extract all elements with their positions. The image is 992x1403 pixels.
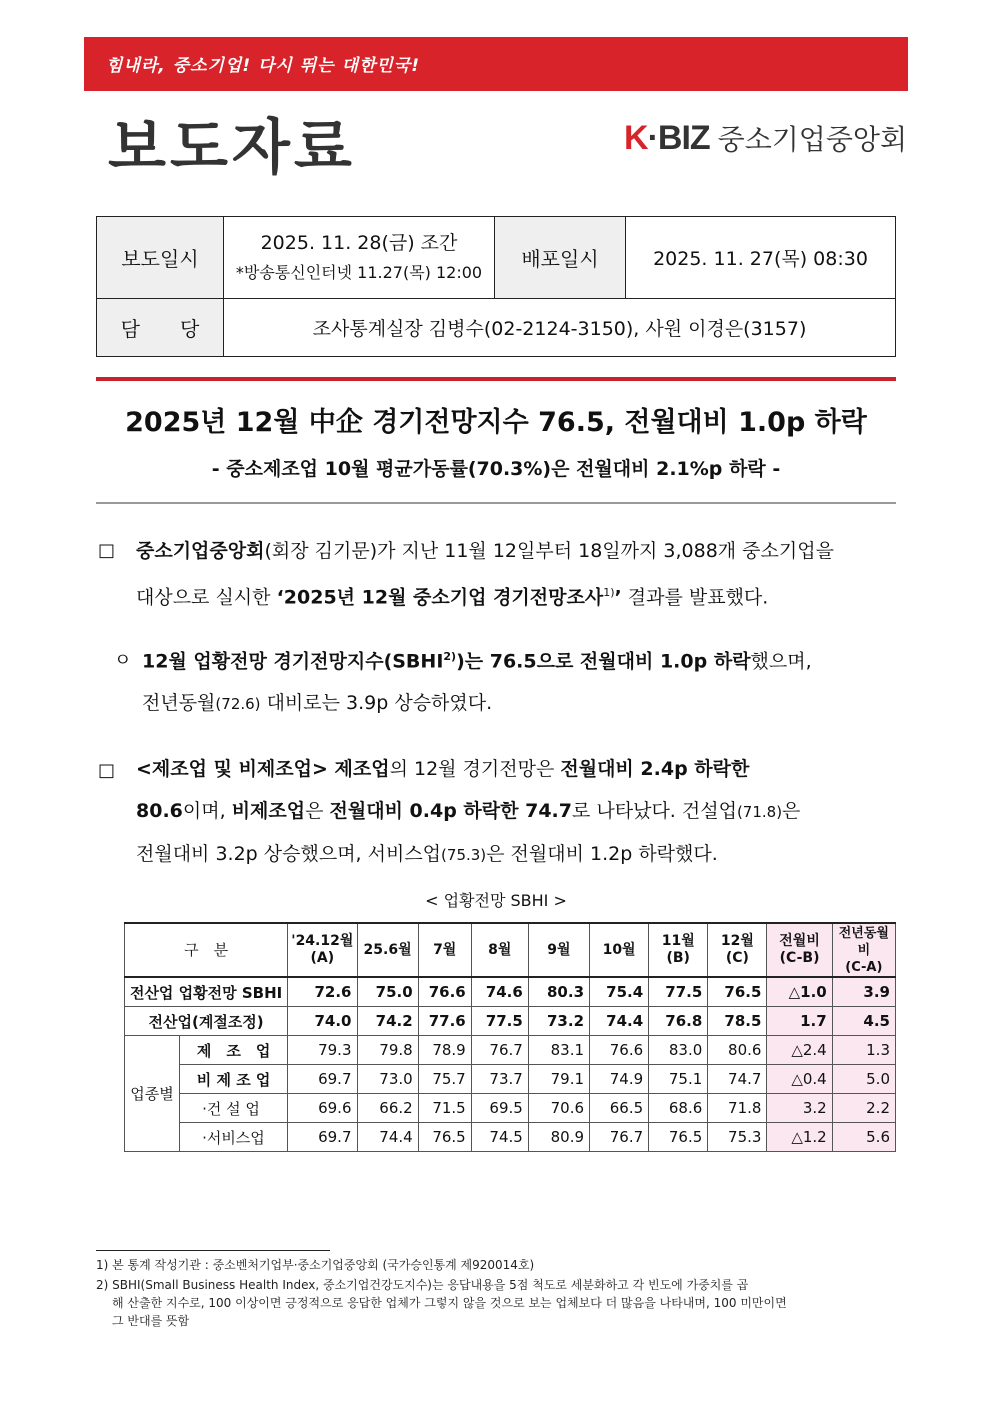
header-col-6: 11월 (B) [649, 923, 708, 977]
table-row [125, 1036, 896, 1065]
table-cell: 71.8 [708, 1094, 767, 1123]
table-cell: △1.2 [767, 1123, 832, 1152]
table-cell: 73.0 [357, 1065, 418, 1094]
table-cell: 69.7 [288, 1123, 357, 1152]
table-row [125, 1065, 896, 1094]
table-cell: 80.9 [528, 1123, 589, 1152]
header-col-7: 12월 (C) [708, 923, 767, 977]
table-cell: 77.5 [471, 1007, 528, 1036]
table-cell: 83.1 [528, 1036, 589, 1065]
contact-value: 조사통계실장 김병수(02-2124-3150), 사원 이경은(3157) [224, 299, 896, 357]
headline: 2025년 12월 中企 경기전망지수 76.5, 전월대비 1.0p 하락 [125, 407, 867, 438]
table-cell: 75.7 [418, 1065, 471, 1094]
footnote-divider [96, 1250, 330, 1251]
table-cell: 79.3 [288, 1036, 357, 1065]
table-cell: 74.4 [590, 1007, 649, 1036]
table-cell: 79.1 [528, 1065, 589, 1094]
table-cell: 68.6 [649, 1094, 708, 1123]
row-label: ·서비스업 [180, 1123, 288, 1152]
row-label: 비 제 조 업 [180, 1065, 288, 1094]
table-cell: 75.1 [649, 1065, 708, 1094]
banner-slogan: 힘내라, 중소기업! 다시 뛰는 대한민국! [106, 56, 420, 76]
table-cell: 70.6 [528, 1094, 589, 1123]
table-cell: 1.7 [767, 1007, 832, 1036]
circle-bullet-icon: ㅇ [114, 650, 132, 671]
table-cell: 75.4 [590, 977, 649, 1007]
square-bullet-icon-2: □ [98, 760, 116, 781]
logo-org-name: 중소기업중앙회 [717, 123, 907, 156]
document-title: 보도자료 [108, 113, 356, 183]
table-cell: 74.2 [357, 1007, 418, 1036]
release-date-label: 보도일시 [97, 217, 224, 299]
table-row [125, 1123, 896, 1152]
table-cell: 75.3 [708, 1123, 767, 1152]
paragraph-2: 12월 업황전망 경기전망지수(SBHI$^{2)}$)는 76.5으로 전월대비 1.0p 하락했으며, 전년동월(72.6) 대비로는 3.9p 상승하였다. [142, 650, 812, 715]
table-caption: < 업황전망 SBHI > [425, 891, 567, 910]
paragraph-3: <제조업 및 비제조업> 제조업의 12월 경기전망은 전월대비 2.4p 하락한 80.6이며, 비제조업은 전월대비 0.4p 하락한 74.7로 나타났다. 건설업(71.8)은 전월대비 3.2p 상승했으며, 서비스업(75.3)은 전월대비 1.2p 하락했다. [136, 758, 801, 865]
table-cell: 74.9 [590, 1065, 649, 1094]
table-cell: 69.5 [471, 1094, 528, 1123]
distribution-date-value: 2025. 11. 27(목) 08:30 [626, 217, 896, 299]
table-cell: 74.5 [471, 1123, 528, 1152]
table-cell: 74.6 [471, 977, 528, 1007]
table-cell: 80.6 [708, 1036, 767, 1065]
header-col-0: '24.12월 (A) [288, 923, 357, 977]
table-cell: 77.5 [649, 977, 708, 1007]
subheadline: - 중소제조업 10월 평균가동률(70.3%)은 전월대비 2.1%p 하락 - [211, 458, 781, 480]
table-cell: 5.0 [832, 1065, 895, 1094]
group-label: 업종별 [125, 1036, 180, 1152]
table-cell: 76.5 [708, 977, 767, 1007]
table-row [125, 977, 896, 1007]
table-cell: 66.2 [357, 1094, 418, 1123]
table-cell: 2.2 [832, 1094, 895, 1123]
header-col-3: 8월 [471, 923, 528, 977]
table-cell: 74.0 [288, 1007, 357, 1036]
table-cell: 3.2 [767, 1094, 832, 1123]
divider-gray [96, 502, 896, 504]
table-cell: 80.3 [528, 977, 589, 1007]
header-category: 구 분 [125, 923, 288, 977]
table-cell: △2.4 [767, 1036, 832, 1065]
table-cell: 76.5 [649, 1123, 708, 1152]
table-cell: 74.7 [708, 1065, 767, 1094]
table-cell: 78.5 [708, 1007, 767, 1036]
footnote-1: 1) 본 통계 작성기관 : 중소벤처기업부·중소기업중앙회 (국가승인통계 제920014호) [96, 1258, 535, 1272]
header-col-4: 9월 [528, 923, 589, 977]
kbiz-logo [624, 118, 907, 158]
paragraph-1: 중소기업중앙회(회장 김기문)가 지난 11월 12일부터 18일까지 3,088개 중소기업을 대상으로 실시한 ‘2025년 12월 중소기업 경기전망조사$^{1)}$’ 결과를 발표했다. [136, 540, 834, 609]
row-label: 제 조 업 [180, 1036, 288, 1065]
footnote-2: 2) SBHI(Small Business Health Index, 중소기업건강도지수)는 응답내용을 5점 척도로 세분화하고 각 빈도에 가중치를 곱 해 산출한 지수로, 100 이상이면 긍정적으로 응답한 업체가 그렇지 않을 것으로 보는 업체보다 더 많음을 나타내며, 100 미만이면 그 반대를 뜻함 [96, 1278, 787, 1328]
table-cell: 76.8 [649, 1007, 708, 1036]
table-cell: 71.5 [418, 1094, 471, 1123]
release-info-table [96, 216, 896, 357]
table-cell: 78.9 [418, 1036, 471, 1065]
header-col-2: 7월 [418, 923, 471, 977]
square-bullet-icon: □ [98, 540, 116, 561]
release-date-value: 2025. 11. 28(금) 조간 *방송통신인터넷 11.27(목) 12:00 [224, 217, 495, 299]
table-cell: 76.5 [418, 1123, 471, 1152]
table-cell: 1.3 [832, 1036, 895, 1065]
top-banner [84, 37, 908, 91]
sbhi-table [124, 922, 896, 1152]
header-col-1: 25.6월 [357, 923, 418, 977]
table-cell: 3.9 [832, 977, 895, 1007]
divider-red [96, 377, 896, 381]
table-cell: 72.6 [288, 977, 357, 1007]
table-cell: 83.0 [649, 1036, 708, 1065]
table-row [125, 1007, 896, 1036]
table-row [125, 1094, 896, 1123]
logo-kbiz-mark: K·BIZ [624, 118, 710, 157]
table-cell: 73.2 [528, 1007, 589, 1036]
header-col-9: 전년동월비 (C-A) [832, 923, 895, 977]
table-cell: 4.5 [832, 1007, 895, 1036]
table-cell: 77.6 [418, 1007, 471, 1036]
row-label: 전산업(계절조정) [125, 1007, 288, 1036]
row-label: 전산업 업황전망 SBHI [125, 977, 288, 1007]
table-cell: 69.6 [288, 1094, 357, 1123]
table-cell: △1.0 [767, 977, 832, 1007]
table-cell: 5.6 [832, 1123, 895, 1152]
header-col-8: 전월비 (C-B) [767, 923, 832, 977]
table-cell: 76.7 [590, 1123, 649, 1152]
table-cell: 74.4 [357, 1123, 418, 1152]
table-cell: 66.5 [590, 1094, 649, 1123]
contact-label: 담 당 [97, 299, 224, 357]
table-cell: 76.6 [418, 977, 471, 1007]
header-col-5: 10월 [590, 923, 649, 977]
table-cell: 76.6 [590, 1036, 649, 1065]
table-cell: 76.7 [471, 1036, 528, 1065]
table-cell: △0.4 [767, 1065, 832, 1094]
table-cell: 79.8 [357, 1036, 418, 1065]
row-label: ·건 설 업 [180, 1094, 288, 1123]
distribution-date-label: 배포일시 [495, 217, 626, 299]
table-cell: 73.7 [471, 1065, 528, 1094]
table-cell: 69.7 [288, 1065, 357, 1094]
table-cell: 75.0 [357, 977, 418, 1007]
